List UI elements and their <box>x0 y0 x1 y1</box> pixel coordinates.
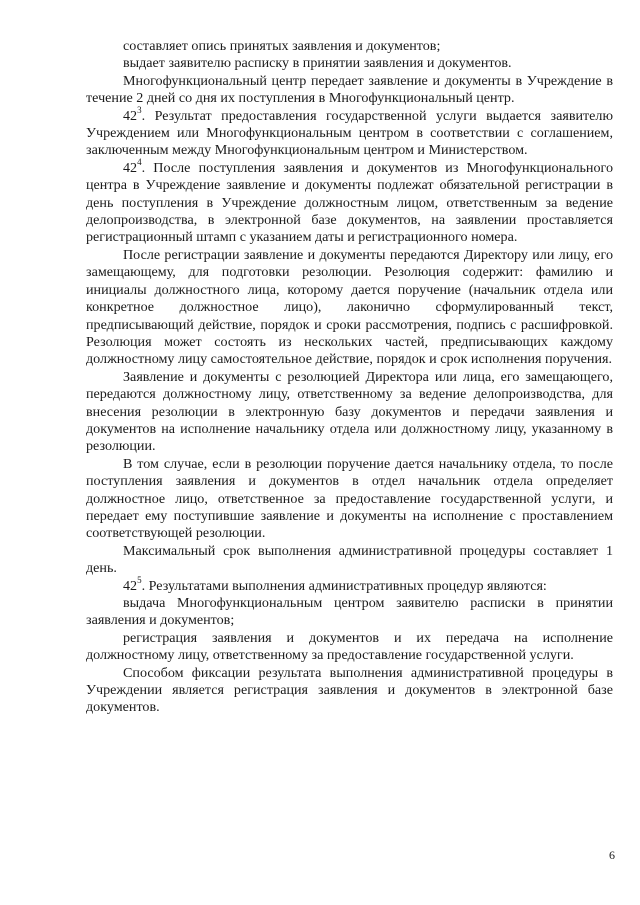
clause-superscript: 5 <box>137 574 142 585</box>
clause-number: 42 <box>123 577 138 594</box>
paragraph-resolution: После регистрации заявление и документы передаются Директору или лицу, его замещающему, для подготовки резолюции. Резолюция содержит: фамилию и инициалы должностного лица, которому дается поручение (начальник отдела или конкретное должностное лицо), лаконично сформулированный текст, предписывающий действие, порядок и сроки рассмотрения, подпись с расшифровкой. Резолюция может состоять из нескольких частей, предписывающих каждому должностному лицу самостоятельное действие, порядок и срок исполнения поручения. <box>86 246 613 368</box>
paragraph-max-term: Максимальный срок выполнения административной процедуры составляет 1 день. <box>86 542 613 577</box>
paragraph-42-4: $42^4$. После поступления заявления и документов из Многофункционального центра в Учреждение заявление и документы подлежат обязательной регистрации в день поступления в Учреждение должностным лицом, ответственным за ведение делопроизводства, в электронной базе документов, на заявлении проставляется регистрационный штамп с указанием даты и регистрационного номера. <box>86 157 613 246</box>
paragraph-receipt: выдает заявителю расписку в принятии заявления и документов. <box>123 55 512 72</box>
clause-number: 42 <box>123 159 138 176</box>
clause-superscript: 3 <box>137 104 142 115</box>
page-number: 6 <box>609 848 615 862</box>
paragraph-result-registration: регистрация заявления и документов и их передача на исполнение должностному лицу, ответственному за предоставление государственной услуги. <box>86 629 613 664</box>
clause-superscript: 4 <box>137 157 142 168</box>
paragraph-department-head: В том случае, если в резолюции поручение дается начальнику отдела, то после поступления заявления и документов в отдел начальник отдела определяет должностное лицо, ответственное за предоставление государственной услуги, и передает ему поступившие заявление и документы на исполнение с проставлением соответствующей резолюции. <box>86 455 613 542</box>
clause-number: 42 <box>123 107 138 124</box>
paragraph-inventory: составляет опись принятых заявления и документов; <box>123 38 441 54</box>
paragraph-42-5: $42^5$. Результатами выполнения административных процедур являются: <box>123 574 547 594</box>
paragraph-resolution-transfer: Заявление и документы с резолюцией Директора или лица, его замещающего, передаются должностному лицу, ответственному за ведение делопроизводства, для внесения резолюции в электронную базу документов и передачи заявления и документов на исполнение начальнику отдела или должностному лицу, указанному в резолюции. <box>86 368 613 455</box>
paragraph-mfc-transfer: Многофункциональный центр передает заявление и документы в Учреждение в течение 2 дней со дня их поступления в Многофункциональный центр. <box>86 72 613 107</box>
document-body <box>86 38 613 717</box>
paragraph-result-receipt: выдача Многофункциональным центром заявителю расписки в принятии заявления и документов; <box>86 595 613 629</box>
paragraph-fixation-method: Способом фиксации результата выполнения административной процедуры в Учреждении является регистрация заявления и документов в электронной базе документов. <box>86 664 613 716</box>
paragraph-42-3: $42^3$. Результат предоставления государственной услуги выдается заявителю Учреждением или Многофункциональным центром в соответствии с соглашением, заключенным между Многофункциональным центром и Министерством. <box>86 104 613 159</box>
